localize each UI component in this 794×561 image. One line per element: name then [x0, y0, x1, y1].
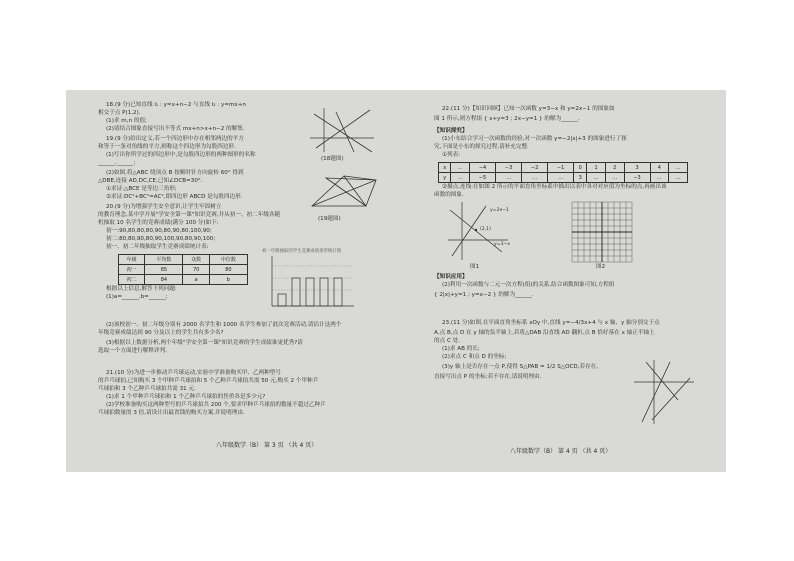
table-header: 年级: [119, 255, 145, 265]
table-cell: …: [587, 173, 606, 183]
q21-line: (1)求 1 个甲种乒乓球拍和 1 个乙种乒乓球拍的售价各是多少元?: [106, 394, 266, 400]
q19-line: 和等于一条对角线的平方,则称这个四边形为勾股四边形.: [98, 144, 236, 150]
q20-line: 机抽取 10 名学生的竞赛成绩(满分 100 分)如下:: [98, 220, 219, 226]
q19-line: △DBE,连接 AD,DC,CE,已知∠DCB=30°.: [98, 178, 203, 184]
q20-line: (2)该校初一、初二年级分别有 2000 名学生和 1000 名学生参加了此次竞赛活动,请估计这两个: [106, 322, 342, 328]
q22-line: (1)小东结合学习一次函数的经验,对一次函数 y=−2|x|+3 的图象进行了探: [442, 136, 627, 142]
table-cell: 3: [624, 163, 650, 173]
q23-line: (3)y 轴上是否存在一点 P,使得 S△PAB = 1/2 S△OCD,若存在,: [442, 364, 599, 370]
q20-line: 20.(9 分)为增强学生安全意识,让学生牢固树立: [106, 204, 222, 210]
table-cell: 初一: [119, 265, 145, 275]
q18-line: 相交于点 P(1,2).: [98, 110, 141, 116]
q20-line: (3)根据以上数据分析,两个年级"学安全第一课"知识竞赛的学生成绩谁更优秀?请: [106, 340, 303, 346]
table-cell: −3: [496, 163, 522, 173]
q20-line: 初一、初二年级抽取学生竞赛成绩统计表:: [106, 244, 209, 250]
table-cell: …: [522, 173, 548, 183]
q20-line: 初二:80,80,90,80,90,100,90,80,90,100;: [106, 236, 216, 242]
table-cell: a: [183, 275, 209, 285]
table-cell: 84: [145, 275, 183, 285]
table-cell: …: [451, 173, 470, 183]
q20-line: 初一:90,80,80,80,90,80,90,80,100,90;: [106, 228, 212, 234]
table-cell: 初二: [119, 275, 145, 285]
table-cell: −2: [522, 163, 548, 173]
q22-section-title: 【知识探究】: [434, 128, 468, 134]
table-cell: …: [669, 163, 688, 173]
table-cell: …: [496, 173, 522, 183]
q19-line: (2)如图,将△ABC 绕顶点 B 按顺时针方向旋转 60° 得到: [106, 170, 244, 176]
q20-fill-line: (1)a=______,b=______;: [106, 294, 168, 300]
left-page-footer: 八年级数学（B） 第 3 页 （共 4 页）: [216, 442, 318, 449]
q21-line: 的乒乓球拍,已知购买 3 个甲种乒乓球拍和 5 个乙种乒乓球拍共需 50 元,购买 2 个甲种乒: [98, 378, 319, 384]
table-cell: 2: [605, 163, 624, 173]
table-cell: −1: [548, 163, 574, 173]
fig1-label: (2,1): [480, 227, 491, 232]
q22-line: ①列表:: [442, 152, 461, 158]
q18-caption: (18题图): [321, 156, 344, 162]
table-cell: …: [669, 173, 688, 183]
q22-line: { 2|x|+y=1 ; y=x−2 } 的解为______.: [434, 292, 534, 298]
q22-section-title: 【知识应用】: [434, 274, 468, 280]
table-cell: …: [451, 163, 470, 173]
q18-line: (2)请结合图象直接写出不等式 mx+n>x+n−2 的解集.: [106, 126, 245, 132]
q23-line: 的点 C 处.: [434, 338, 461, 344]
q21-line: 21.(10 分)为进一步推动乒乓球运动,实验中学准备购买甲、乙两种型号: [106, 370, 281, 376]
q19-line: ______,______;: [98, 160, 136, 166]
q23-figure: [632, 360, 696, 426]
table-cell: 4: [650, 163, 669, 173]
fig1-caption: 图1: [470, 264, 480, 270]
q21-line: 乓球拍和 3 个乙种乒乓球拍共需 31 元.: [98, 386, 196, 392]
q23-line: 直接写出点 P 的坐标;若不存在,请说明理由.: [434, 374, 542, 380]
table-header: 中位数: [209, 255, 247, 265]
q19-line: (1)写出你所学过的四边形中,是勾股四边形的两种图形的名称: [106, 152, 256, 158]
q19-caption: (19题图): [318, 216, 341, 222]
table-cell: …: [605, 173, 624, 183]
q22-line: (2)利用一次函数与二元一次方程(组)的关系,结合函数图象可知,方程组: [442, 282, 615, 288]
table-cell: b: [209, 275, 247, 285]
table-cell: 70: [183, 265, 209, 275]
table-cell: 80: [209, 265, 247, 275]
q20-line: 年级竞赛成绩达到 90 分及以上的学生共有多少名?: [98, 330, 224, 336]
table-cell: −5: [470, 173, 496, 183]
q20-line: 选取一个方面进行解释评判.: [98, 348, 167, 354]
table-cell: …: [650, 173, 669, 183]
exam-sheet-photo: [66, 90, 726, 472]
q21-line: 乓球拍数量的 3 倍,请设计出最省钱的购买方案,并说明理由.: [98, 410, 245, 416]
table-cell: y: [439, 173, 451, 183]
q18-line: (1)求 m,n 的值;: [106, 118, 147, 124]
fig1-label: y=2x−1: [490, 208, 509, 213]
q23-line: A,点 B,点 D 在 y 轴的负半轴上,若将△DAB 沿直线 AD 翻折,点 B 恰好落在 x 轴正半轴上: [434, 330, 655, 336]
fig2-caption: 图2: [596, 264, 606, 270]
q23-line: (2)求点 C 和点 D 的坐标;: [442, 354, 507, 360]
q19-figure: [304, 172, 384, 216]
q23-line: 23.(11 分)如图,在平面直角坐标系 xOy 中,直线 y=−4/3x+4 与 x 轴、y 轴分别交于点: [442, 320, 660, 326]
table-cell: x: [439, 163, 451, 173]
q23-line: (1)求 AB 的长;: [442, 346, 480, 352]
table-cell: 0: [574, 163, 587, 173]
table-cell: −3: [624, 173, 650, 183]
table-header: 平均数: [145, 255, 183, 265]
q18-line: 18.(9 分)已知直线 l₁ : y=x+n−2 与直线 l₂ : y=mx+n: [106, 102, 246, 108]
q19-line: 19.(9 分)给出定义,若一个四边形中存在相邻两边的平方: [106, 136, 244, 142]
q21-line: (2)学校准备购买这两种型号的乒乓球拍共 200 个,要求甲种乒乓球拍的数量不超过乙种乒: [106, 402, 326, 408]
q18-figure: [306, 108, 376, 154]
q20-line: 的教育理念,某中学开展"学安全第一课"知识竞赛,并从初一、初二年级各随: [98, 212, 281, 218]
table-cell: 1: [587, 163, 606, 173]
q20-fill-line: 根据以上信息,解答下列问题:: [106, 286, 177, 292]
q20-bar-chart: [262, 254, 358, 314]
q19-line: ①求证:△BCE 是等边三角形;: [106, 186, 177, 192]
q20-chart-title: 初一年级抽取的学生竞赛成绩条形统计图: [262, 249, 342, 254]
q22-figure-2-grid: [572, 202, 632, 262]
q20-stats-table: [118, 254, 248, 285]
table-cell: −4: [470, 163, 496, 173]
table-header: 众数: [183, 255, 209, 265]
right-page-footer: 八年级数学（B） 第 4 页 （共 4 页）: [510, 448, 612, 455]
q19-line: ②求证:DC²+BC²=AC²,即四边形 ABCD 是勾股四边形.: [106, 194, 243, 200]
table-cell: 3: [574, 173, 587, 183]
q22-line: 究,下面是小东的探究过程,请补充完整.: [434, 144, 529, 150]
fig1-label: y=3−x: [494, 242, 511, 247]
table-cell: …: [548, 173, 574, 183]
table-cell: 85: [145, 265, 183, 275]
q22-line: 函数的图象.: [434, 192, 464, 198]
q22-line: ②描点,连线:在如图 2 所示的平面直角坐标系中描出以表中各对对应值为坐标的点,再画出该: [442, 184, 667, 190]
q22-line: 22.(11 分)【知识回顾】已知一次函数 y=3−x 和 y=2x−1 的图象如: [442, 106, 615, 112]
q22-line: 图 1 所示,则方程组 { x+y=3 ; 2x−y=1 } 的解为______.: [434, 116, 580, 122]
q22-value-table: [438, 162, 688, 183]
